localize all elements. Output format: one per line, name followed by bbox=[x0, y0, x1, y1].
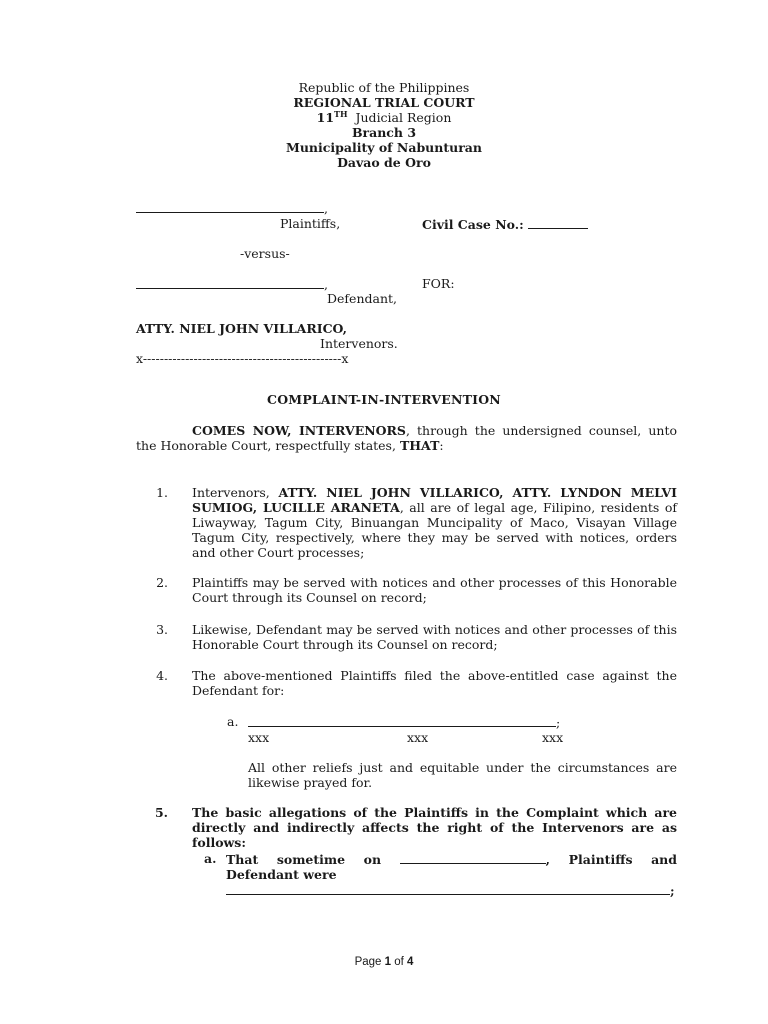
document-title: COMPLAINT-IN-INTERVENTION bbox=[267, 392, 501, 407]
plaintiffs-label: Plaintiffs, bbox=[280, 216, 341, 231]
defendant-label: Defendant, bbox=[327, 291, 397, 306]
item-5a-post: , Plaintiffs and Defendant were bbox=[226, 852, 677, 882]
footer-page-word: Page bbox=[354, 956, 382, 968]
plaintiffs-comma: , bbox=[324, 201, 328, 216]
intro-paragraph bbox=[136, 423, 677, 453]
item-5a-blank bbox=[226, 882, 675, 898]
defendant-comma: , bbox=[324, 277, 328, 292]
intro-colon: : bbox=[439, 438, 444, 453]
civil-case-label: Civil Case No.: bbox=[422, 217, 524, 232]
item-3-number: 3. bbox=[156, 622, 168, 637]
defendant-name-line bbox=[136, 276, 324, 289]
civil-case-number-line bbox=[528, 216, 588, 229]
civil-case-field bbox=[422, 216, 588, 232]
region-heading bbox=[0, 110, 768, 125]
xxx-1: xxx bbox=[248, 730, 270, 745]
intro-that: THAT bbox=[399, 438, 440, 453]
xxx-2: xxx bbox=[407, 730, 429, 745]
sub-a-label: a. bbox=[227, 714, 239, 729]
defendant-blank bbox=[136, 276, 328, 292]
plaintiffs-blank bbox=[136, 200, 328, 216]
item-3-text: Likewise, Defendant may be served with notices and other processes of this Honorable Court through its Counsel on record; bbox=[192, 622, 677, 652]
region-number: 11 bbox=[316, 110, 335, 125]
item-1-number: 1. bbox=[156, 485, 168, 500]
item-5a-date-line bbox=[400, 851, 546, 864]
page-footer bbox=[0, 956, 768, 968]
intervenor-name: ATTY. NIEL JOHN VILLARICO, bbox=[136, 321, 348, 336]
intervenors-label: Intervenors. bbox=[320, 336, 398, 351]
for-label: FOR: bbox=[422, 276, 455, 291]
item-5a-semicolon: ; bbox=[670, 883, 675, 898]
item-5-number: 5. bbox=[154, 805, 168, 820]
court-heading: REGIONAL TRIAL COURT bbox=[293, 95, 475, 110]
sub-a-blank bbox=[248, 714, 560, 730]
footer-current-page: 1 bbox=[384, 956, 392, 968]
sub-a-semicolon: ; bbox=[556, 715, 561, 730]
municipality-heading: Municipality of Nabunturan bbox=[286, 140, 482, 155]
item-4-number: 4. bbox=[156, 668, 168, 683]
intro-bold: COMES NOW, INTERVENORS bbox=[192, 423, 406, 438]
item-5a-text bbox=[226, 851, 677, 882]
item-2-number: 2. bbox=[156, 575, 168, 590]
xxx-3: xxx bbox=[542, 730, 564, 745]
item-2-text: Plaintiffs may be served with notices and other processes of this Honorable Court through its Counsel on record; bbox=[192, 575, 677, 605]
province-heading: Davao de Oro bbox=[337, 155, 431, 170]
footer-of-word: of bbox=[394, 956, 404, 968]
item-5a-label: a. bbox=[204, 851, 217, 866]
item-1-text bbox=[192, 485, 677, 560]
item-1-pre: Intervenors, bbox=[192, 485, 270, 500]
intro-text: , through the undersigned counsel, unto the Honorable Court, respectfully states, bbox=[136, 423, 677, 453]
other-reliefs-text: All other reliefs just and equitable under the circumstances are likewise prayed for. bbox=[248, 760, 677, 790]
region-text: Judicial Region bbox=[355, 110, 452, 125]
branch-heading: Branch 3 bbox=[351, 125, 417, 140]
item-5-text: The basic allegations of the Plaintiffs in the Complaint which are directly and indirectly affects the right of the Intervenors are as follows: bbox=[192, 805, 677, 850]
sub-a-line bbox=[248, 714, 556, 727]
republic-heading: Republic of the Philippines bbox=[298, 80, 470, 95]
footer-total-pages: 4 bbox=[407, 956, 414, 968]
plaintiffs-name-line bbox=[136, 200, 324, 213]
item-4-text: The above-mentioned Plaintiffs filed the above-entitled case against the Defendant for: bbox=[192, 668, 677, 698]
item-5a-line bbox=[226, 882, 670, 895]
caption-separator: x-----------------------------------------------x bbox=[136, 351, 349, 366]
item-1-post: , all are of legal age, Filipino, residents of Liwayway, Tagum City, Binuangan Muncipality of Maco, Visayan Village Tagum City, respectively, where they may be served with notices, orders and other Court processes; bbox=[192, 500, 678, 560]
versus-text: -versus- bbox=[240, 246, 290, 261]
item-1-names: ATTY. NIEL JOHN VILLARICO, ATTY. LYNDON MELVI SUMIOG, LUCILLE ARANETA bbox=[192, 485, 677, 515]
item-5a-pre: That sometime on bbox=[226, 852, 382, 867]
region-superscript: TH bbox=[334, 108, 348, 119]
